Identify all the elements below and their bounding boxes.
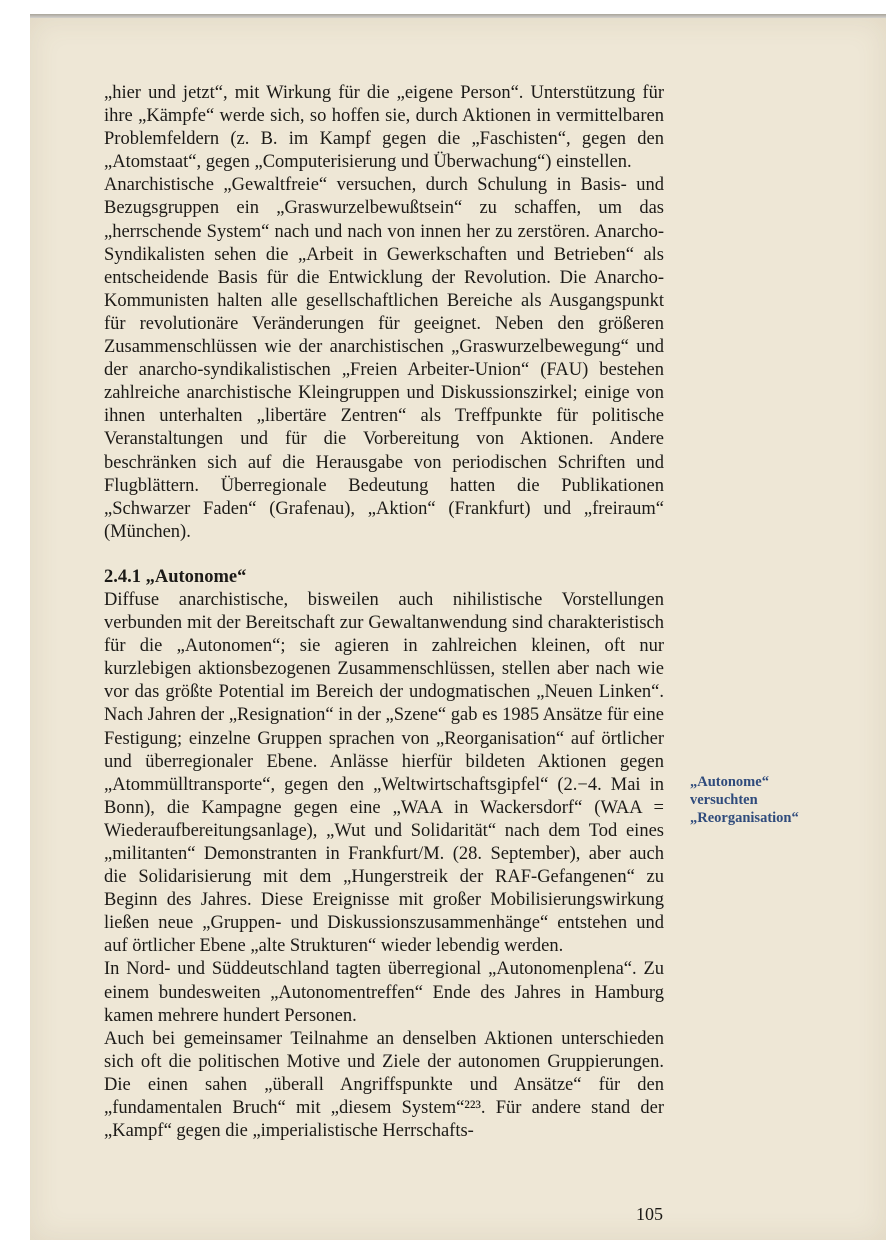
- paragraph-motives: Auch bei gemeinsamer Teilnahme an denselben Aktionen unterschieden sich oft die politischen Motive und Ziele der autonomen Gruppierungen. Die einen sahen „überall Angriffspunkte und Ansätze“ für den „fundamentalen Bruch“ mit „diesem System“²²³. Für andere stand der „Kampf“ gegen die „imperialistische Herrschafts-: [104, 1028, 664, 1142]
- margin-note: „Autonome“ versuchten „Reorganisation“: [690, 774, 799, 826]
- paragraph-anarchist-groups: Anarchistische „Gewaltfreie“ versuchen, durch Schulung in Basis- und Bezugsgruppen ein „Graswurzelbewußtsein“ zu schaffen, um das „herrschende System“ nach und nach von innen her zu zerstören. Anarcho-Syndikalisten sehen die „Arbeit in Gewerkschaften und Betrieben“ als entscheidende Basis für die Entwicklung der Revolution. Die Anarcho-Kommunisten halten alle gesellschaftlichen Bereiche als Ausgangspunkt für revolutionäre Veränderungen für geeignet. Neben den größeren Zusammenschlüssen wie der anarchistischen „Graswurzelbewegung“ und der anarcho-syndikalistischen „Freien Arbeiter-Union“ (FAU) bestehen zahlreiche anarchistische Kleingruppen und Diskussionszirkel; einige von ihnen unterhalten „libertäre Zentren“ als Treffpunkte für politische Veranstaltungen und für die Vorbereitung von Aktionen. Andere beschränken sich auf die Herausgabe von periodischen Schriften und Flugblättern. Überregionale Bedeutung hatten die Publikationen „Schwarzer Faden“ (Grafenau), „Aktion“ (Frankfurt) und „freiraum“ (München).: [104, 175, 664, 542]
- page-number: 105: [636, 1204, 663, 1224]
- paragraph-autonome: Diffuse anarchistische, bisweilen auch nihilistische Vorstellungen verbunden mit der Bereitschaft zur Gewaltanwendung sind charakteristisch für die „Autonomen“; sie agieren in zahlreichen kleinen, oft nur kurzlebigen aktionsbezogenen Zusammenschlüssen, stellen aber nach wie vor das größte Potential im Bereich der undogmatischen „Neuen Linken“. Nach Jahren der „Resignation“ in der „Szene“ gab es 1985 Ansätze für eine Festigung; einzelne Gruppen sprachen von „Reorganisation“ auf örtlicher und überregionaler Ebene. Anlässe hierfür bildeten Aktionen gegen „Atommülltransporte“, gegen den „Weltwirtschaftsgipfel“ (2.−4. Mai in Bonn), die Kampagne gegen eine „WAA in Wackersdorf“ (WAA = Wiederaufbereitungsanlage), „Wut und Solidarität“ nach dem Tod eines „militanten“ Demonstranten in Frankfurt/M. (28. September), aber auch die Solidarisierung mit dem „Hungerstreik der RAF-Gefangenen“ zu Beginn des Jahres. Diese Ereignisse mit großer Mobilisierungswirkung ließen neue „Gruppen- und Diskussionszusammenhänge“ entstehen und auf örtlicher Ebene „alte Strukturen“ wieder lebendig werden.: [104, 589, 664, 957]
- paragraph-plena: In Nord- und Süddeutschland tagten überregional „Autonomenplena“. Zu einem bundesweiten „Autonomentreffen“ Ende des Jahres in Hamburg kamen mehrere hundert Personen.: [104, 959, 664, 1026]
- section-heading: 2.4.1 „Autonome“: [104, 566, 247, 587]
- paragraph-intro: „hier und jetzt“, mit Wirkung für die „eigene Person“. Unterstützung für ihre „Kämpfe“ werde sich, so hoffen sie, durch Aktionen in vermittelbaren Problemfeldern (z. B. im Kampf gegen die „Faschisten“, gegen den „Atomstaat“, gegen „Computerisierung und Überwachung“) einstellen.: [104, 83, 664, 173]
- body-text: [104, 82, 664, 1143]
